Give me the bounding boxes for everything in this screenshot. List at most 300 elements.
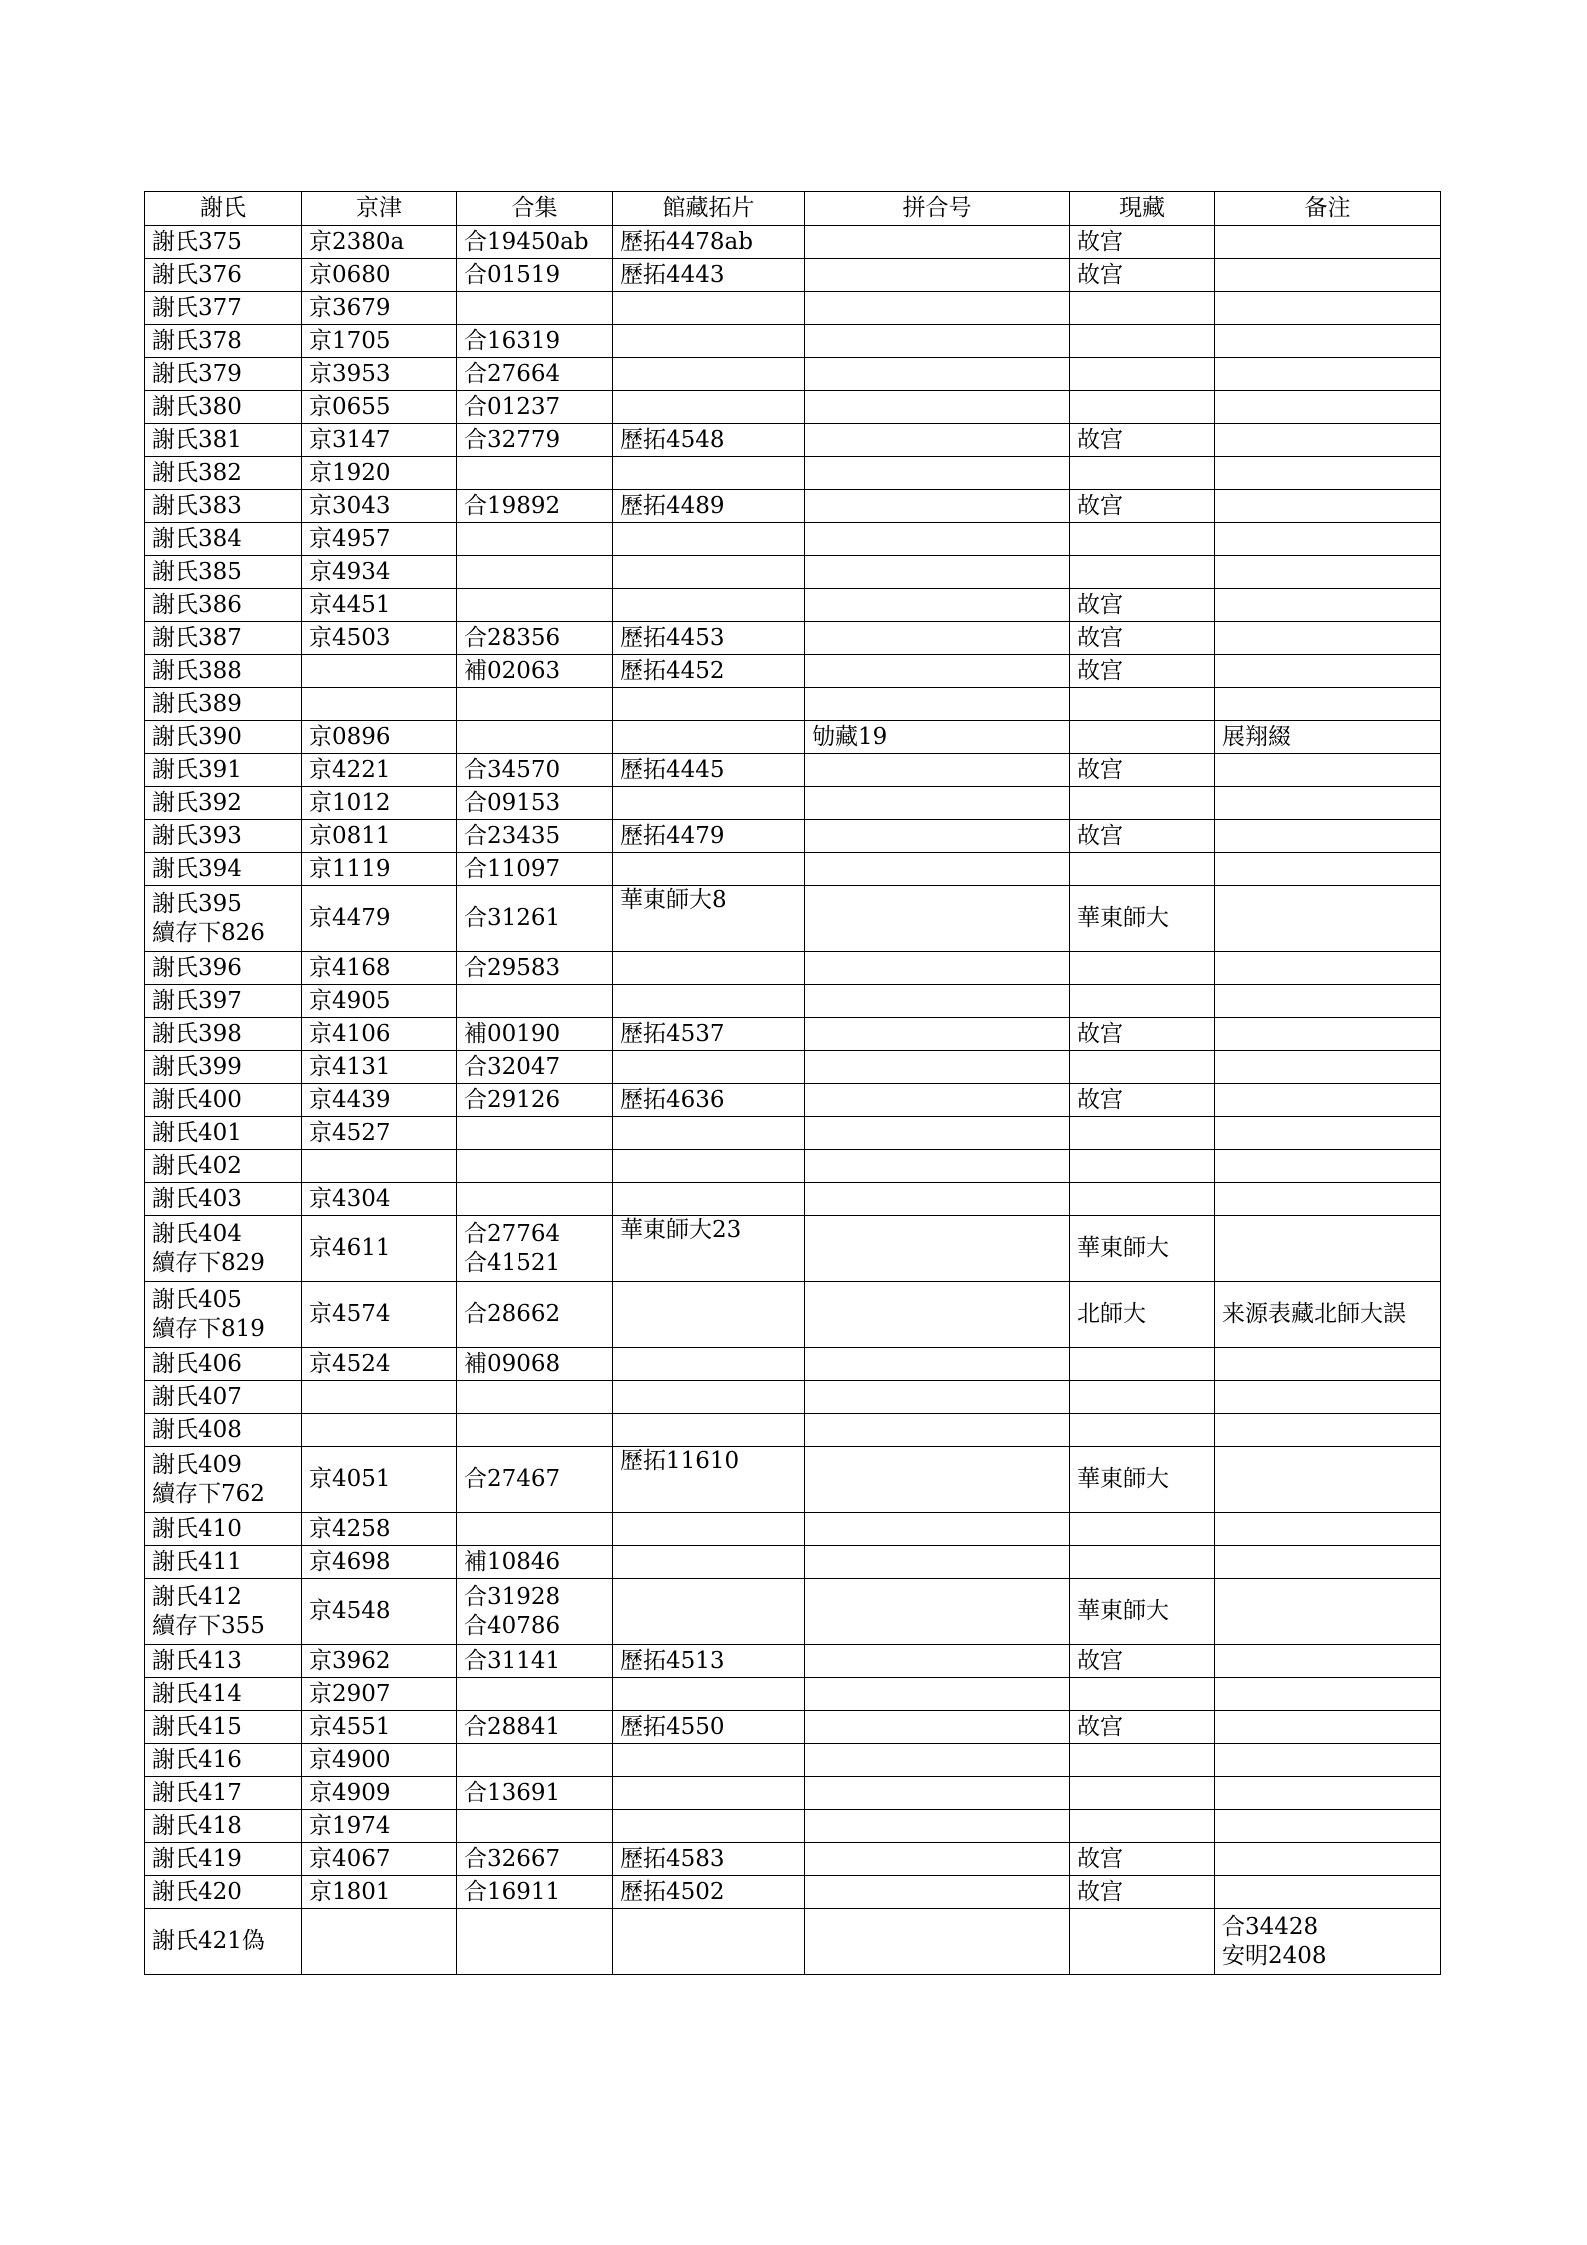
table-row xyxy=(145,1084,1441,1117)
cell-text: 謝氏408 xyxy=(152,1416,242,1443)
cell-jingjin xyxy=(302,1150,457,1183)
cell-rubbing xyxy=(613,457,805,490)
cell-text: 京4168 xyxy=(309,954,391,981)
cell-text: 京0896 xyxy=(309,723,391,750)
cell-notes xyxy=(1215,358,1441,391)
cell-text: 合16911 xyxy=(464,1878,561,1905)
col-header-location: 現藏 xyxy=(1070,192,1215,226)
cell-text: 歷拓4479 xyxy=(620,822,725,849)
cell-jingjin xyxy=(302,1843,457,1876)
cell-xie xyxy=(145,985,302,1018)
cell-heji xyxy=(457,820,613,853)
cell-heji xyxy=(457,1810,613,1843)
cell-notes xyxy=(1215,1909,1441,1975)
cell-heji xyxy=(457,1876,613,1909)
cell-text: 京4304 xyxy=(309,1185,391,1212)
cell-text: 謝氏414 xyxy=(152,1680,242,1707)
cell-rubbing xyxy=(613,1216,805,1282)
cell-notes xyxy=(1215,1051,1441,1084)
cell-jingjin xyxy=(302,1117,457,1150)
cell-notes xyxy=(1215,1282,1441,1348)
cell-location xyxy=(1070,787,1215,820)
cell-text: 謝氏388 xyxy=(152,657,242,684)
cell-join xyxy=(805,1447,1070,1513)
cell-text: 謝氏389 xyxy=(152,690,242,717)
cell-xie xyxy=(145,1216,302,1282)
cell-text: 京4900 xyxy=(309,1746,391,1773)
cell-text: 續存下762 xyxy=(152,1480,265,1507)
cell-text: 故宫 xyxy=(1077,1647,1123,1674)
cell-text: 謝氏419 xyxy=(152,1845,242,1872)
cell-text: 合29126 xyxy=(464,1086,561,1113)
cell-rubbing xyxy=(613,325,805,358)
cell-text: 歷拓4453 xyxy=(620,624,725,651)
cell-location xyxy=(1070,1381,1215,1414)
cell-text: 故宫 xyxy=(1077,1878,1123,1905)
cell-rubbing xyxy=(613,886,805,952)
cell-text: 故宫 xyxy=(1077,1020,1123,1047)
cell-location xyxy=(1070,1183,1215,1216)
cell-xie xyxy=(145,1546,302,1579)
cell-notes xyxy=(1215,1018,1441,1051)
cell-jingjin xyxy=(302,655,457,688)
cell-text: 京4131 xyxy=(309,1053,391,1080)
cell-rubbing xyxy=(613,1579,805,1645)
cell-heji xyxy=(457,622,613,655)
cell-text: 京4503 xyxy=(309,624,391,651)
cell-location xyxy=(1070,886,1215,952)
cell-xie xyxy=(145,490,302,523)
cell-text: 補00190 xyxy=(464,1020,561,1047)
cell-rubbing xyxy=(613,1678,805,1711)
cell-location xyxy=(1070,589,1215,622)
cell-text: 謝氏380 xyxy=(152,393,242,420)
cell-heji xyxy=(457,226,613,259)
cell-xie xyxy=(145,226,302,259)
cell-notes xyxy=(1215,1183,1441,1216)
cell-xie xyxy=(145,1183,302,1216)
cell-text: 故宫 xyxy=(1077,1713,1123,1740)
cell-text: 謝氏385 xyxy=(152,558,242,585)
cell-text: 京4574 xyxy=(309,1301,391,1327)
cell-jingjin xyxy=(302,721,457,754)
cell-heji xyxy=(457,1645,613,1678)
cell-notes xyxy=(1215,259,1441,292)
table-row xyxy=(145,655,1441,688)
cell-text: 謝氏420 xyxy=(152,1878,242,1905)
cell-join xyxy=(805,1150,1070,1183)
cell-heji xyxy=(457,721,613,754)
cell-text: 合32047 xyxy=(464,1053,561,1080)
col-header-xie: 謝氏 xyxy=(145,192,302,226)
cell-xie xyxy=(145,589,302,622)
cell-join xyxy=(805,1843,1070,1876)
cell-location xyxy=(1070,655,1215,688)
table-row xyxy=(145,1018,1441,1051)
cell-join xyxy=(805,985,1070,1018)
cell-xie xyxy=(145,1051,302,1084)
cell-text: 謝氏404 xyxy=(152,1220,242,1247)
cell-join xyxy=(805,226,1070,259)
cell-xie xyxy=(145,886,302,952)
table-row xyxy=(145,589,1441,622)
cell-text: 謝氏394 xyxy=(152,855,242,882)
cell-jingjin xyxy=(302,985,457,1018)
cell-notes xyxy=(1215,424,1441,457)
cell-text: 歷拓4583 xyxy=(620,1845,725,1872)
cell-xie xyxy=(145,1579,302,1645)
cell-join xyxy=(805,1051,1070,1084)
cell-text: 京4221 xyxy=(309,756,391,783)
cell-text: 續存下819 xyxy=(152,1315,265,1342)
cell-location xyxy=(1070,985,1215,1018)
cell-text: 京1801 xyxy=(309,1878,391,1905)
cell-join xyxy=(805,1084,1070,1117)
cell-join xyxy=(805,391,1070,424)
cell-heji xyxy=(457,1282,613,1348)
cell-xie xyxy=(145,655,302,688)
cell-text: 合01519 xyxy=(464,261,561,288)
cell-rubbing xyxy=(613,259,805,292)
cell-jingjin xyxy=(302,622,457,655)
cell-notes xyxy=(1215,820,1441,853)
table-row xyxy=(145,1744,1441,1777)
cell-text: 歷拓4513 xyxy=(620,1647,725,1674)
cell-text: 合34428 xyxy=(1222,1913,1319,1940)
cell-heji xyxy=(457,1414,613,1447)
cell-notes xyxy=(1215,688,1441,721)
cell-text: 謝氏396 xyxy=(152,954,242,981)
cell-heji xyxy=(457,325,613,358)
cell-text: 合29583 xyxy=(464,954,561,981)
cell-text: 京4551 xyxy=(309,1713,391,1740)
cell-text: 歷拓4548 xyxy=(620,426,725,453)
cell-join xyxy=(805,589,1070,622)
cell-join xyxy=(805,1018,1070,1051)
cell-heji xyxy=(457,1216,613,1282)
cell-notes xyxy=(1215,226,1441,259)
cell-text: 續存下355 xyxy=(152,1612,265,1639)
cell-xie xyxy=(145,721,302,754)
cell-text: 歷拓4445 xyxy=(620,756,725,783)
table-row xyxy=(145,1843,1441,1876)
cell-rubbing xyxy=(613,985,805,1018)
cell-jingjin xyxy=(302,358,457,391)
table-header xyxy=(145,192,1441,226)
cell-rubbing xyxy=(613,1447,805,1513)
col-header-join: 拼合号 xyxy=(805,192,1070,226)
cell-text: 謝氏418 xyxy=(152,1812,242,1839)
cell-text: 京0811 xyxy=(309,822,391,849)
cell-text: 京0680 xyxy=(309,261,391,288)
cell-text: 謝氏379 xyxy=(152,360,242,387)
cell-text: 謝氏406 xyxy=(152,1350,242,1377)
cell-text: 故宫 xyxy=(1077,228,1123,255)
cell-location xyxy=(1070,1414,1215,1447)
table-row xyxy=(145,556,1441,589)
cell-join xyxy=(805,1876,1070,1909)
cell-text: 京1920 xyxy=(309,459,391,486)
table-row xyxy=(145,721,1441,754)
cell-text: 合32779 xyxy=(464,426,561,453)
cell-join xyxy=(805,358,1070,391)
cell-text: 續存下829 xyxy=(152,1249,265,1276)
cell-location xyxy=(1070,820,1215,853)
cell-rubbing xyxy=(613,655,805,688)
cell-rubbing xyxy=(613,1645,805,1678)
cell-join xyxy=(805,754,1070,787)
table-row xyxy=(145,358,1441,391)
cell-text: 謝氏401 xyxy=(152,1119,242,1146)
cell-text: 京4439 xyxy=(309,1086,391,1113)
cell-location xyxy=(1070,358,1215,391)
cell-text: 謝氏384 xyxy=(152,525,242,552)
cell-text: 謝氏410 xyxy=(152,1515,242,1542)
cell-rubbing xyxy=(613,1348,805,1381)
cell-notes xyxy=(1215,1150,1441,1183)
cell-text: 謝氏382 xyxy=(152,459,242,486)
cell-rubbing xyxy=(613,589,805,622)
cell-text: 補10846 xyxy=(464,1548,561,1575)
cell-join xyxy=(805,1546,1070,1579)
cell-rubbing xyxy=(613,754,805,787)
cell-location xyxy=(1070,1117,1215,1150)
table-row xyxy=(145,688,1441,721)
cell-notes xyxy=(1215,1546,1441,1579)
cell-xie xyxy=(145,1843,302,1876)
cell-xie xyxy=(145,787,302,820)
cell-notes xyxy=(1215,490,1441,523)
cell-location xyxy=(1070,1150,1215,1183)
cell-text: 合27764 xyxy=(464,1220,561,1247)
cell-text: 京4611 xyxy=(309,1235,391,1261)
cell-text: 故宫 xyxy=(1077,261,1123,288)
cell-join xyxy=(805,1645,1070,1678)
cell-location xyxy=(1070,1744,1215,1777)
cell-text: 京3953 xyxy=(309,360,391,387)
cell-text: 故宫 xyxy=(1077,591,1123,618)
cell-location xyxy=(1070,523,1215,556)
cell-join xyxy=(805,1414,1070,1447)
table-row xyxy=(145,1678,1441,1711)
cell-location xyxy=(1070,1909,1215,1975)
cell-text: 京4905 xyxy=(309,987,391,1014)
cell-location xyxy=(1070,325,1215,358)
cell-text: 故宫 xyxy=(1077,426,1123,453)
cell-location xyxy=(1070,1546,1215,1579)
cell-location xyxy=(1070,1810,1215,1843)
cell-xie xyxy=(145,1645,302,1678)
cell-jingjin xyxy=(302,292,457,325)
cell-text: 華東師大 xyxy=(1077,1598,1169,1624)
cell-heji xyxy=(457,589,613,622)
cell-text: 劬藏19 xyxy=(812,723,888,750)
cell-location xyxy=(1070,1711,1215,1744)
cell-location xyxy=(1070,721,1215,754)
cell-jingjin xyxy=(302,1084,457,1117)
cell-notes xyxy=(1215,1216,1441,1282)
cell-text: 合40786 xyxy=(464,1612,561,1639)
cell-text: 歷拓4537 xyxy=(620,1020,725,1047)
cell-xie xyxy=(145,523,302,556)
cell-location xyxy=(1070,853,1215,886)
cell-text: 歷拓4550 xyxy=(620,1713,725,1740)
cell-notes xyxy=(1215,292,1441,325)
cell-heji xyxy=(457,391,613,424)
cell-heji xyxy=(457,490,613,523)
cell-text: 故宫 xyxy=(1077,657,1123,684)
cell-location xyxy=(1070,1282,1215,1348)
cell-text: 合27664 xyxy=(464,360,561,387)
cell-text: 京4051 xyxy=(309,1466,391,1492)
cell-location xyxy=(1070,754,1215,787)
table-row xyxy=(145,1546,1441,1579)
table-row xyxy=(145,1216,1441,1282)
cell-text: 謝氏386 xyxy=(152,591,242,618)
cell-join xyxy=(805,655,1070,688)
cell-join xyxy=(805,424,1070,457)
cell-text: 謝氏390 xyxy=(152,723,242,750)
cell-notes xyxy=(1215,1084,1441,1117)
table-row xyxy=(145,457,1441,490)
table-row xyxy=(145,523,1441,556)
cell-xie xyxy=(145,1513,302,1546)
cell-text: 歷拓4489 xyxy=(620,492,725,519)
cell-xie xyxy=(145,556,302,589)
cell-xie xyxy=(145,1744,302,1777)
table-row xyxy=(145,1579,1441,1645)
cell-rubbing xyxy=(613,424,805,457)
cell-text: 謝氏376 xyxy=(152,261,242,288)
cell-location xyxy=(1070,1876,1215,1909)
cell-location xyxy=(1070,292,1215,325)
cell-rubbing xyxy=(613,292,805,325)
cell-text: 故宫 xyxy=(1077,1086,1123,1113)
table-row xyxy=(145,952,1441,985)
cell-xie xyxy=(145,952,302,985)
cell-heji xyxy=(457,1084,613,1117)
cell-text: 合28356 xyxy=(464,624,561,651)
cell-location xyxy=(1070,1843,1215,1876)
cell-text: 合41521 xyxy=(464,1249,561,1276)
cell-join xyxy=(805,325,1070,358)
cell-rubbing xyxy=(613,1810,805,1843)
cell-rubbing xyxy=(613,688,805,721)
cell-join xyxy=(805,787,1070,820)
cell-notes xyxy=(1215,1678,1441,1711)
cell-rubbing xyxy=(613,820,805,853)
cell-jingjin xyxy=(302,820,457,853)
cell-xie xyxy=(145,1381,302,1414)
cell-jingjin xyxy=(302,325,457,358)
cell-xie xyxy=(145,622,302,655)
cell-heji xyxy=(457,655,613,688)
cell-text: 故宫 xyxy=(1077,1845,1123,1872)
header-row xyxy=(145,192,1441,226)
cell-jingjin xyxy=(302,754,457,787)
cell-rubbing xyxy=(613,1018,805,1051)
cell-text: 謝氏398 xyxy=(152,1020,242,1047)
cell-xie xyxy=(145,1282,302,1348)
cell-text: 京3147 xyxy=(309,426,391,453)
cell-join xyxy=(805,1216,1070,1282)
cell-heji xyxy=(457,424,613,457)
cell-text: 京4451 xyxy=(309,591,391,618)
cell-heji xyxy=(457,259,613,292)
cell-text: 謝氏416 xyxy=(152,1746,242,1773)
cell-rubbing xyxy=(613,391,805,424)
cell-join xyxy=(805,1909,1070,1975)
cell-heji xyxy=(457,457,613,490)
cell-heji xyxy=(457,1117,613,1150)
cell-xie xyxy=(145,358,302,391)
cell-heji xyxy=(457,787,613,820)
cell-location xyxy=(1070,1579,1215,1645)
cell-jingjin xyxy=(302,1414,457,1447)
cell-xie xyxy=(145,820,302,853)
cell-notes xyxy=(1215,952,1441,985)
cell-text: 歷拓4452 xyxy=(620,657,725,684)
table-row xyxy=(145,1447,1441,1513)
cell-notes xyxy=(1215,1711,1441,1744)
table-row xyxy=(145,1414,1441,1447)
cell-jingjin xyxy=(302,1447,457,1513)
cell-rubbing xyxy=(613,1084,805,1117)
cell-xie xyxy=(145,1876,302,1909)
cell-location xyxy=(1070,1216,1215,1282)
cell-text: 京4548 xyxy=(309,1598,391,1624)
cell-location xyxy=(1070,259,1215,292)
cell-xie xyxy=(145,1348,302,1381)
cell-xie xyxy=(145,292,302,325)
cell-jingjin xyxy=(302,1579,457,1645)
cell-jingjin xyxy=(302,556,457,589)
cell-rubbing xyxy=(613,1117,805,1150)
cell-join xyxy=(805,1513,1070,1546)
cell-xie xyxy=(145,1414,302,1447)
cell-jingjin xyxy=(302,1711,457,1744)
cell-text: 謝氏411 xyxy=(152,1548,242,1575)
table-row xyxy=(145,1348,1441,1381)
cell-heji xyxy=(457,688,613,721)
cell-jingjin xyxy=(302,853,457,886)
cell-xie xyxy=(145,325,302,358)
cell-xie xyxy=(145,754,302,787)
cell-text: 来源表藏北師大誤 xyxy=(1222,1301,1406,1327)
cell-text: 華東師大 xyxy=(1077,905,1169,931)
cell-xie xyxy=(145,1150,302,1183)
cell-location xyxy=(1070,1777,1215,1810)
cell-rubbing xyxy=(613,1051,805,1084)
cell-jingjin xyxy=(302,787,457,820)
cell-jingjin xyxy=(302,1216,457,1282)
cell-text: 合01237 xyxy=(464,393,561,420)
cell-text: 合13691 xyxy=(464,1779,561,1806)
cell-heji xyxy=(457,1711,613,1744)
cell-text: 京4527 xyxy=(309,1119,391,1146)
cell-notes xyxy=(1215,1645,1441,1678)
cell-jingjin xyxy=(302,1348,457,1381)
cell-join xyxy=(805,1183,1070,1216)
cell-text: 華東師大8 xyxy=(620,887,727,913)
cell-text: 京3043 xyxy=(309,492,391,519)
cell-xie xyxy=(145,391,302,424)
cell-jingjin xyxy=(302,1744,457,1777)
cell-text: 京4909 xyxy=(309,1779,391,1806)
cell-text: 謝氏393 xyxy=(152,822,242,849)
cell-jingjin xyxy=(302,1777,457,1810)
cell-join xyxy=(805,490,1070,523)
